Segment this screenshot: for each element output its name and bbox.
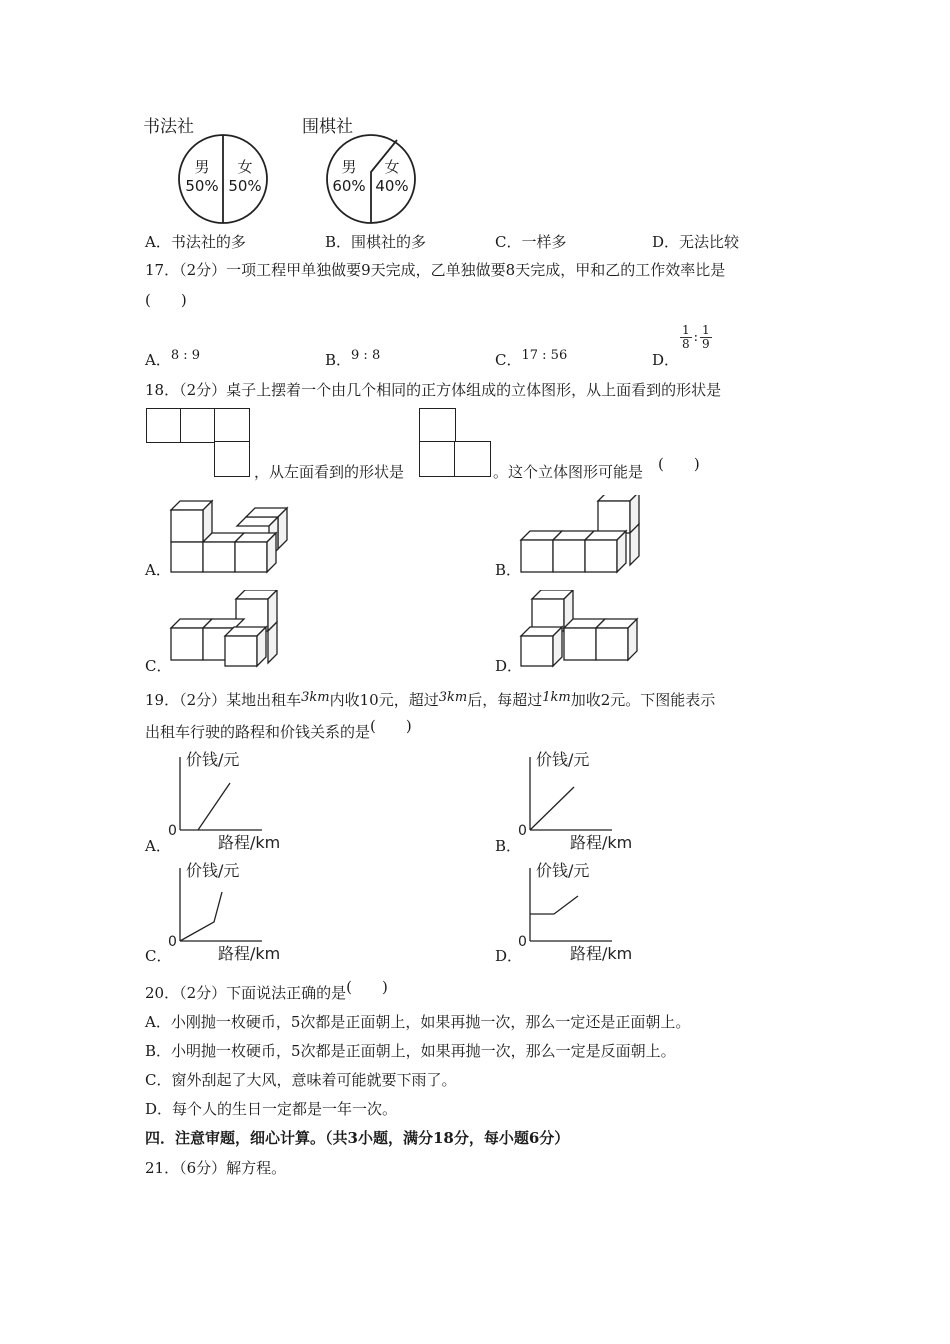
- left-view-square: [454, 441, 491, 477]
- pie1-right-label: 女: [237, 158, 253, 176]
- y-axis-label: 价钱/元: [536, 750, 590, 769]
- cube-face: [532, 599, 564, 631]
- q17-option-a-value: 8 : 9: [170, 348, 201, 363]
- q20-option-a[interactable]: A．小刚抛一枚硬币，5次都是正面朝上，如果再抛一次，那么一定还是正面朝上。: [145, 1013, 691, 1031]
- q19-graph-c[interactable]: [162, 856, 292, 966]
- cube-face: [236, 599, 268, 631]
- q17-option-c-value: 17 : 56: [521, 348, 568, 363]
- pie2-right: [373, 158, 411, 196]
- q18-mid-text1: ，从左面看到的形状是: [254, 463, 405, 481]
- origin-label: 0: [518, 934, 527, 950]
- q18-option-a-label[interactable]: A．: [145, 561, 171, 579]
- q19-stem-post: 加收2元。下图能表示: [570, 691, 716, 709]
- q19-unit1: 3km: [301, 690, 330, 705]
- q16-option-c[interactable]: C．一样多: [495, 233, 567, 251]
- q18-mid-text2: 。这个立体图形可能是: [493, 463, 644, 481]
- cube-face: [203, 542, 235, 572]
- cube-face: [521, 540, 553, 572]
- top-view-square: [214, 408, 250, 443]
- origin-label: 0: [168, 934, 177, 950]
- q17-option-d-letter[interactable]: D．: [652, 351, 680, 369]
- section4-title: 四．注意审题，细心计算。（共3小题，满分18分，每小题6分）: [145, 1129, 570, 1147]
- q18-option-d-label[interactable]: D．: [495, 657, 523, 675]
- x-axis-label: 路程/km: [570, 833, 633, 852]
- cube-face: [596, 628, 628, 660]
- q20-paren: ( ): [346, 978, 388, 996]
- left-view-square: [419, 408, 456, 443]
- q16-option-a[interactable]: A．书法社的多: [145, 233, 246, 251]
- q17-d-colon: :: [693, 330, 699, 345]
- pie2-title: 围棋社: [302, 117, 353, 137]
- cube-face: [553, 540, 585, 572]
- cube-face: [598, 501, 630, 533]
- q19-paren: ( ): [370, 717, 412, 735]
- q18-option-c-figure[interactable]: [168, 590, 288, 670]
- q20-option-d[interactable]: D．每个人的生日一定都是一年一次。: [145, 1100, 398, 1118]
- q19-unit2: 3km: [438, 690, 468, 705]
- q20-option-b[interactable]: B．小明抛一枚硬币，5次都是正面朝上，如果再抛一次，那么一定是反面朝上。: [145, 1042, 676, 1060]
- x-axis-label: 路程/km: [218, 944, 281, 963]
- pie1-left: [183, 158, 221, 196]
- q18-option-c-label[interactable]: C．: [145, 657, 172, 675]
- q17-option-c-letter: C．: [495, 351, 522, 369]
- origin-label: 0: [518, 823, 527, 839]
- pie2-right-pct: 40%: [375, 177, 409, 195]
- q19-stem-line2-text: 出租车行驶的路程和价钱关系的是: [145, 723, 371, 741]
- pie1-right: [226, 158, 264, 196]
- q17-option-d-value: [680, 324, 712, 364]
- q19-stem-pre: 19．（2分）某地出租车: [145, 691, 302, 709]
- cube-face: [235, 542, 267, 572]
- q17-d-num1: 1: [682, 323, 690, 337]
- q18-stem: 18．（2分）桌子上摆着一个由几个相同的正方体组成的立体图形，从上面看到的形状是: [145, 381, 722, 399]
- q19-stem-mid1: 内收10元，超过: [329, 691, 439, 709]
- q21-stem: 21．（6分）解方程。: [145, 1159, 287, 1177]
- q17-d-den2: 9: [702, 337, 710, 351]
- q19-option-c-label[interactable]: C．: [145, 947, 172, 965]
- pie1-right-pct: 50%: [228, 177, 262, 195]
- q17-d-num2: 1: [702, 323, 710, 337]
- q19-stem-mid2: 后，每超过: [467, 691, 543, 709]
- q18-top-view: [146, 408, 252, 478]
- q17-option-b-value: 9 : 8: [351, 348, 381, 363]
- q16-option-d[interactable]: D．无法比较: [652, 233, 740, 251]
- cube-face: [171, 628, 203, 660]
- q18-option-d-figure[interactable]: [518, 590, 648, 670]
- q19-option-d-label[interactable]: D．: [495, 947, 523, 965]
- q19-option-a-label[interactable]: A．: [145, 837, 171, 855]
- pie2-left: [330, 158, 368, 196]
- q18-paren: ( ): [658, 455, 700, 473]
- pie1-title: 书法社: [143, 117, 194, 137]
- q18-option-a-figure[interactable]: [168, 495, 296, 575]
- q18-option-b-figure[interactable]: [518, 495, 648, 575]
- x-axis-label: 路程/km: [218, 833, 281, 852]
- y-axis-label: 价钱/元: [186, 750, 240, 769]
- q17-paren: ( ): [145, 291, 187, 309]
- top-view-square: [180, 408, 216, 443]
- origin-label: 0: [168, 823, 177, 839]
- q19-graph-b[interactable]: [512, 745, 642, 855]
- top-view-square: [146, 408, 182, 443]
- cube-face: [171, 510, 203, 542]
- q17-d-den1: 8: [682, 337, 690, 351]
- q20-stem-line: [145, 978, 388, 1003]
- top-view-square: [214, 441, 250, 477]
- q19-option-b-label[interactable]: B．: [495, 837, 522, 855]
- q18-option-b-label[interactable]: B．: [495, 561, 522, 579]
- q19-stem-line1: [145, 690, 715, 712]
- pie1-left-label: 男: [194, 158, 210, 176]
- left-view-square: [419, 441, 456, 477]
- cube-face: [521, 636, 553, 666]
- q17-option-b[interactable]: [325, 350, 380, 372]
- q19-graph-a[interactable]: [162, 745, 292, 855]
- q17-option-c[interactable]: [495, 350, 567, 372]
- cube-face: [225, 636, 257, 666]
- q20-stem: 20．（2分）下面说法正确的是: [145, 984, 347, 1002]
- price-line: [530, 787, 574, 830]
- q18-left-view: [419, 408, 493, 478]
- price-line: [180, 892, 222, 941]
- cube-face: [585, 540, 617, 572]
- x-axis-label: 路程/km: [570, 944, 633, 963]
- q17-option-b-letter: B．: [325, 351, 352, 369]
- cube-face: [564, 628, 596, 660]
- y-axis-label: 价钱/元: [186, 861, 240, 880]
- q20-option-c[interactable]: C．窗外刮起了大风，意味着可能就要下雨了。: [145, 1071, 457, 1089]
- q17-option-a[interactable]: [145, 350, 200, 372]
- q16-option-b[interactable]: B．围棋社的多: [325, 233, 427, 251]
- pie2-left-pct: 60%: [332, 177, 366, 195]
- pie2-left-label: 男: [341, 158, 357, 176]
- pie1-left-pct: 50%: [185, 177, 219, 195]
- q17-option-a-letter: A．: [145, 351, 171, 369]
- q19-unit3: 1km: [542, 690, 571, 705]
- q19-stem-line2: [145, 717, 412, 742]
- q19-graph-d[interactable]: [512, 856, 642, 966]
- price-line: [198, 783, 230, 830]
- pie2-right-label: 女: [384, 158, 400, 176]
- y-axis-label: 价钱/元: [536, 861, 590, 880]
- cube-face: [171, 542, 203, 572]
- q17-stem: 17．（2分）一项工程甲单独做要9天完成，乙单独做要8天完成，甲和乙的工作效率比是: [145, 261, 726, 279]
- price-line: [530, 896, 578, 914]
